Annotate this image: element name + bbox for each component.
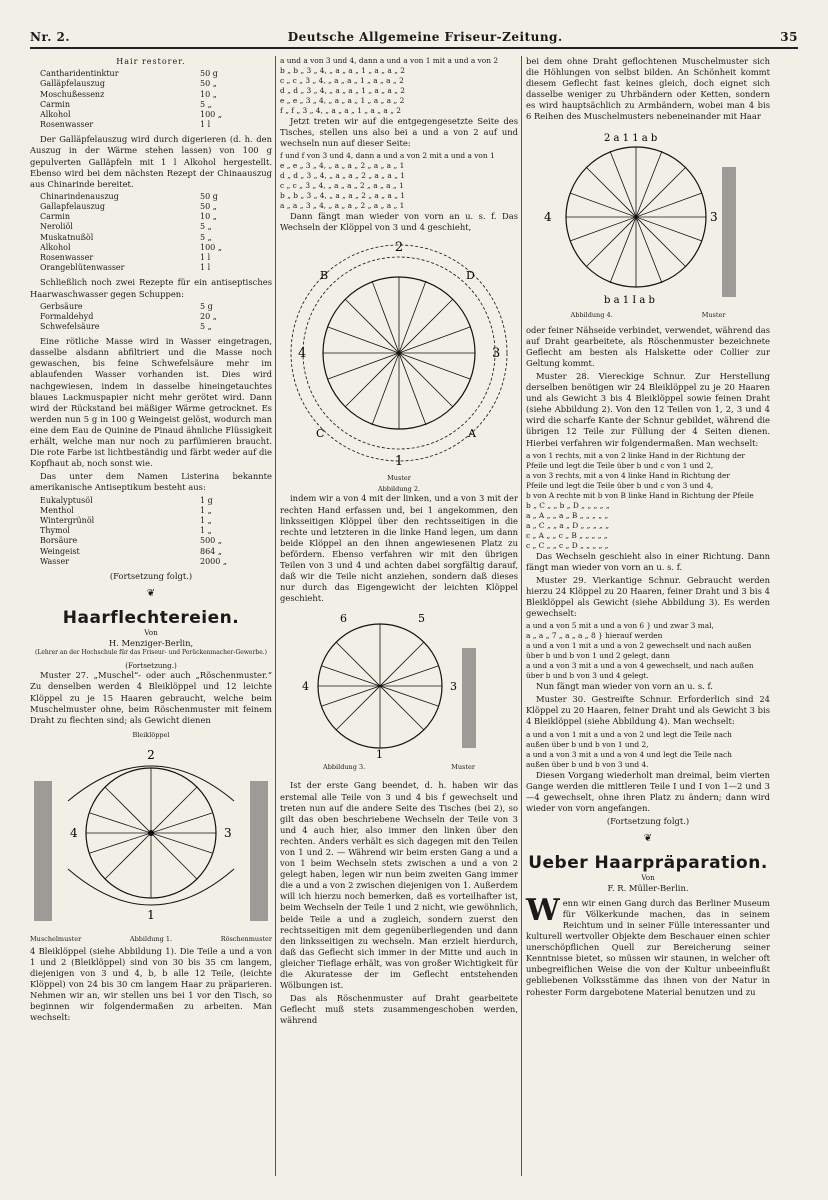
svg-text:6: 6 [340, 612, 347, 626]
ingredient-amount: 1 „ [200, 515, 212, 525]
ingredient-name: Weingeist [40, 546, 80, 556]
ingredient-amount: 1 l [200, 120, 211, 130]
pattern-line: a „ C „ „ a „ D „ „ „ „ „ [526, 520, 610, 530]
recipe-item [40, 547, 240, 557]
pattern-line: a und a von 1 mit a und a von 2 gewechselt und nach außen [526, 641, 752, 651]
ornament: ❦ [643, 833, 653, 844]
braiding-diagram [280, 608, 518, 758]
recipe-item [40, 312, 240, 322]
pattern-table [280, 151, 518, 211]
paragraph: Schließlich noch zwei Rezepte für ein antiseptisches Haarwaschwasser gegen Schuppen: [30, 277, 272, 299]
recipe-item [40, 110, 240, 120]
ingredient-name: Alkohol [40, 109, 71, 119]
pattern-line: c „ c „ 3 „ 4, „ a „ a „ 2 „ a „ a „ 1 [280, 181, 404, 191]
braiding-diagram [30, 741, 272, 931]
ingredient-amount: 50 g [200, 191, 218, 201]
pattern-line: a und a von 1 mit a und a von 2 und legt die Teile nach [526, 729, 732, 739]
figure-label: Bleiklöppel [132, 730, 170, 739]
recipe-item [40, 536, 240, 546]
paragraph: Muster 27. „Muschel“- oder auch „Röschenmuster.“ Zu denselben werden 4 Bleiklöppel und 12 leichte Klöppel zu je 15 Haaren gebraucht, welche beim Muschelmuster ohne, beim Röschenmuster mit feinem Draht zu flechten sind; als Gewicht dienen [30, 670, 272, 725]
paragraph: Diesen Vorgang wiederholt man dreimal, beim vierten Gange werden die mittleren Teile I und I von 1—2 und 3—4 gewechselt, ohne ihren Platz zu ändern; dann wird wieder von vorn angefangen. [526, 769, 770, 813]
byline-von: Von [144, 628, 158, 638]
ingredient-name: Borsäure [40, 536, 78, 546]
ingredient-name: Neroliöl [40, 222, 73, 232]
paragraph: Nun fängt man wieder von vorn an u. s. f. [536, 681, 713, 692]
pattern-table [280, 56, 518, 116]
recipe-item [40, 506, 240, 516]
author: F. R. Müller-Berlin. [607, 882, 689, 893]
ingredient-name: Gerbsäure [40, 301, 83, 311]
svg-text:3: 3 [224, 825, 232, 840]
recipe-item [40, 516, 240, 526]
ingredient-amount: 1 g [200, 495, 213, 505]
svg-text:1: 1 [394, 454, 404, 470]
recipe-item [40, 120, 240, 130]
paragraph: Jetzt treten wir auf die entgegengesetzte Seite des Tisches, stellen uns also bei a und a von 2 auf und wechseln nun auf dieser Seite: [280, 116, 518, 149]
caption: Röschenmuster [220, 934, 272, 943]
recipe-list [40, 496, 272, 567]
ingredient-name: Schwefelsäure [40, 322, 100, 331]
ingredient-name: Muskatnußöl [40, 232, 94, 242]
paragraph: Eine rötliche Masse wird in Wasser eingetragen, dasselbe alsdann abfiltriert und die Masse noch gewaschen, bis feine Schwefelsäure mehr im ablaufenden Wasser vorhanden ist. Dies wird nachgewiesen, indem in dasselbe hineingetauchtes blaues Lackmuspapier nicht mehr gerötet wird. Dann wird der Rückstand bei mäßiger Wärme getrocknet. Es werden nun 5 g in 100 g Weingeist gelöst, wodurch man eine dem Eau de Quinine de Pinaud ähnliche Flüssigkeit erhält, welche man nur noch zu parfümieren braucht. Die rote Farbe ist lichtbeständig und färbt weder auf die Kopfhaut ab, noch sonst wie. [30, 336, 272, 469]
pattern-line: a „ a „ 3 „ 4, „ a „ a „ 2 „ a „ a „ 1 [280, 201, 405, 211]
pattern-line: außen über b und b von 1 und 2, [526, 739, 649, 749]
recipe-item [40, 212, 240, 222]
pattern-line: b von A rechte mit b von B linke Hand in Richtung der Pfeile [526, 490, 754, 500]
pattern-line: f und f von 3 und 4, dann a und a von 2 mit a und a von 1 [280, 151, 495, 161]
paragraph: Ist der erste Gang beendet, d. h. haben wir das erstemal alle Teile von 3 und 4 bis f gewechselt und treten nun auf die andere Seite des Tisches (bei 2), so gilt das oben beschriebene Wechseln der Teile von 3 und 4 auch hier, also immer den linken über den rechten. Anders verhält es sich dagegen mit den Teilen von 1 und 2. — Während wir beim ersten Gang a und a von 1 beim Wechseln stets zwischen a und a von 2 gelegt haben, legen wir nun beim zweiten Gang immer die a und a von 2 zwischen diejenigen von 1. Außerdem will ich hierzu noch bemerken, daß es vorteilhafter ist, beim Wechseln der Teile 1 und 2 nicht, wie gewöhnlich, beide Teile a und a zugleich, sondern zuerst den rechtsseitigen mit dem gegenüberliegenden und dann den linksseitigen zu wechseln. Man erzielt hierdurch, daß das Geflecht sich immer in der Mitte und auch in gleicher Tieflage erhält, was von großer Wichtigkeit für die Akuratesse der im Geflecht entstehenden Wölbungen ist. [280, 780, 518, 991]
svg-text:3: 3 [492, 346, 501, 362]
svg-text:2: 2 [147, 747, 155, 762]
ingredient-amount: 10 „ [200, 89, 217, 99]
ingredient-amount: 864 „ [200, 546, 222, 556]
recipe-list [40, 192, 272, 274]
paragraph [526, 892, 770, 998]
svg-text:C: C [316, 427, 325, 441]
pattern-line: e „ e „ 3 „ 4, „ a „ a „ 1 „ a „ a „ 2 [280, 96, 405, 105]
svg-text:2 a 1 1 a b: 2 a 1 1 a b [604, 132, 658, 144]
caption: Abbildung 4. [570, 310, 613, 319]
recipe-item [40, 100, 240, 110]
ingredient-amount: 10 „ [200, 212, 217, 222]
svg-text:4: 4 [298, 346, 307, 362]
ingredient-name: Thymol [40, 526, 70, 536]
column-1 [30, 56, 272, 1025]
recipe-item [40, 90, 240, 100]
ornament: ❦ [146, 588, 156, 600]
paragraph: Der Galläpfelauszug wird durch digerieren (d. h. den Auszug in der Wärme stehen lassen) von 100 g gepulverten Galläpfeln mit 1 l Alkohol hergestellt. Ebenso wird bei dem nächsten Rezept der Chinaauszug aus Chinarinde bereitet. [30, 134, 272, 189]
continued-note: (Fortsetzung folgt.) [606, 815, 690, 826]
ingredient-name: Carmin [40, 99, 71, 109]
ingredient-amount: 5 „ [200, 322, 212, 331]
ingredient-name: Orangeblütenwasser [40, 263, 125, 273]
ingredient-name: Cantharidentinktur [40, 69, 119, 79]
ingredient-amount: 5 „ [200, 222, 212, 232]
pattern-line: über b und b von 3 und 4 gelegt. [526, 671, 649, 681]
svg-text:3: 3 [710, 209, 718, 224]
caption: Abbildung 1. [129, 934, 173, 943]
ingredient-name: Moschußessenz [40, 89, 105, 99]
paragraph: bei dem ohne Draht geflochtenen Muschelmuster sich die Höhlungen von selbst bilden. An Schönheit kommt diesem Geflecht fast keines gleich, doch eignet sich dasselbe weniger zu Uhrbändern oder Ketten, sondern es wird hauptsächlich zu Armbändern, wobei man 4 bis 6 Reihen des Muschelmusters nebeneinander mit Haar [526, 56, 770, 122]
recipe-title: Hair restorer. [116, 57, 186, 66]
page-header [30, 28, 798, 46]
recipe-item [40, 233, 240, 243]
figure-2 [280, 237, 518, 493]
recipe-item [40, 243, 240, 253]
ingredient-name: Formaldehyd [40, 311, 94, 321]
recipe-item [40, 302, 240, 312]
pattern-line: a und a von 5 mit a und a von 6 } und zwar 3 mal, [526, 621, 714, 631]
svg-text:1: 1 [376, 748, 383, 759]
pattern-line: d „ d „ 3 „ 4, „ a „ a „ 2 „ a „ a „ 1 [280, 171, 405, 181]
ingredient-name: Wintergrünöl [40, 515, 95, 525]
svg-text:5: 5 [418, 612, 425, 626]
braiding-diagram [526, 127, 770, 307]
ingredient-amount: 1 l [200, 253, 211, 262]
figure-1 [30, 730, 272, 942]
pattern-line: e „ e „ 3 „ 4, „ a „ a „ 2 „ a „ a „ 1 [280, 161, 405, 171]
braiding-diagram [280, 237, 518, 469]
ingredient-name: Wasser [40, 556, 70, 566]
recipe-list [40, 302, 272, 333]
figure-3 [280, 608, 518, 776]
ingredient-name: Alkohol [40, 242, 71, 252]
byline-von: Von [641, 873, 655, 883]
figure-captions [526, 310, 770, 321]
author: H. Menziger-Berlin, [108, 637, 194, 648]
paragraph: Das Wechseln geschieht also in einer Richtung. Dann fängt man wieder von vorn an u. s. f. [526, 550, 770, 572]
ingredient-amount: 2000 „ [200, 556, 228, 566]
svg-text:3: 3 [450, 680, 457, 694]
recipe-item [40, 526, 240, 536]
recipe-item [40, 263, 240, 273]
recipe-item [40, 192, 240, 202]
ingredient-name: Galläpfelauszug [40, 79, 105, 89]
pattern-line: Pfeile und legt die Teile über b und c von 1 und 2, [526, 460, 714, 470]
pattern-table [526, 730, 770, 770]
paragraph: Dann fängt man wieder von vorn an u. s. f. Das Wechseln der Klöppel von 3 und 4 geschieht, [280, 211, 518, 233]
recipe-item [40, 222, 240, 232]
paragraph: Muster 29. Vierkantige Schnur. Gebraucht werden hierzu 24 Klöppel zu 20 Haaren, feiner Draht und 3 bis 4 Bleiklöppel als Gewicht (siehe Abbildung 3). Es werden gewechselt: [526, 574, 770, 619]
pattern-table [526, 451, 770, 551]
figure-captions [30, 934, 272, 945]
caption: Abbildung 2. [377, 484, 421, 493]
ingredient-amount: 500 „ [200, 536, 222, 546]
figure-captions [280, 762, 518, 773]
ingredient-amount: 50 „ [200, 79, 217, 89]
svg-text:B: B [320, 269, 329, 283]
recipe-item [40, 322, 240, 332]
caption: Abbildung 3. [323, 762, 366, 771]
svg-text:4: 4 [302, 680, 309, 694]
pattern-line: c „ A „ „ c „ B „ „ „ „ „ [526, 530, 608, 540]
header-rule [30, 47, 798, 49]
paragraph: Das als Röschenmuster auf Draht gearbeitete Geflecht muß stets zusammengeschoben werden, während [280, 993, 518, 1026]
paragraph: Muster 30. Gestreifte Schnur. Erforderlich sind 24 Klöppel zu 20 Haaren, feiner Draht und als Gewicht 3 bis 4 Bleiklöppel (siehe Abbildung 4). Man wechselt: [526, 694, 771, 727]
pattern-line: b „ b „ 3 „ 4, „ a „ a „ 2 „ a „ a „ 1 [280, 191, 405, 201]
pattern-line: über b und b von 1 und 2 gelegt, dann [526, 651, 670, 661]
pattern-line: c „ c „ 3 „ 4, „ a „ a „ 1 „ a „ a „ 2 [280, 76, 404, 85]
recipe-item [40, 253, 240, 263]
author-note: (Lehrer an der Hochschule für das Friseur- und Perückenmacher-Gewerbe.) [35, 648, 267, 656]
svg-text:2: 2 [394, 240, 404, 256]
column-divider [275, 56, 276, 1176]
ingredient-amount: 5 g [200, 301, 213, 311]
ingredient-amount: 5 „ [200, 232, 212, 242]
continued-note: (Fortsetzung folgt.) [109, 570, 193, 581]
ingredient-amount: 1 l [200, 263, 211, 273]
page-number: 35 [780, 30, 798, 44]
ingredient-amount: 100 „ [200, 109, 222, 119]
svg-text:A: A [468, 427, 476, 441]
pattern-line: a von 1 rechts, mit a von 2 linke Hand in der Richtung der [526, 450, 745, 460]
ingredient-amount: 5 „ [200, 99, 212, 109]
pattern-line: d „ d „ 3 „ 4, „ a „ a „ 1 „ a „ a „ 2 [280, 86, 405, 95]
recipe-item [40, 557, 240, 567]
column-3 [526, 56, 770, 1000]
column-2 [280, 56, 518, 1028]
pattern-line: f „ f „ 3 „ 4, „ a „ a „ 1 „ a „ a „ 2 [280, 106, 402, 115]
svg-text:b a 1 I a b: b a 1 I a b [604, 294, 655, 306]
paragraph: oder feiner Nähseide verbindet, verwendet, während das auf Draht gearbeitete, als Röschenmuster bezeichnete Geflecht am besten als Halskette oder Collier zur Geltung kommt. [526, 324, 770, 368]
column-divider [521, 56, 522, 1176]
ingredient-name: Rosenwasser [40, 120, 94, 130]
pattern-line: a und a von 3 mit a und a von 4 gewechselt, und nach außen [526, 661, 754, 671]
ingredient-name: Chinarindenauszug [40, 191, 119, 201]
ingredient-amount: 1 „ [200, 526, 212, 536]
paragraph: 4 Bleiklöppel (siehe Abbildung 1). Die Teile a und a von 1 und 2 (Bleiklöppel) sind von 30 bis 35 cm langem, diejenigen von 3 und 4, b, b alle 12 Teile, (leichte Klöppel) von 24 bis 30 cm langem Haar zu präparieren. Nehmen wir an, wir stellen uns bei 1 vor den Tisch, so beginnen wir folgendermaßen zu arbeiten. Man wechselt: [30, 945, 272, 1023]
issue-number: Nr. 2. [30, 30, 71, 44]
recipe-item [40, 69, 240, 79]
caption: Muster [387, 473, 411, 482]
ingredient-amount: 20 „ [200, 311, 217, 321]
recipe-list [40, 69, 272, 130]
recipe-item [40, 496, 240, 506]
caption: Muster [451, 762, 475, 771]
pattern-line: a und a von 3 und 4, dann a und a von 1 mit a und a von 2 [280, 56, 499, 65]
paragraph-text: enn wir einen Gang durch das Berliner Museum für Völkerkunde machen, das in seinem Reichtum und in seiner Fülle interessanter und kulturell wertvoller Objekte dem Beschauer einen schier unerschöpflichen Quell zur Bereicherung seiner Kenntnisse bietet, so müssen wir staunen, in welcher oft unbegreiflichen Weise die von der Kultur unbeeinflußt gebliebenen Volksstämme das ihnen von der Natur in rohester Form dargebotene Material benutzen und zu [526, 897, 770, 997]
pattern-line: b „ b „ 3 „ 4, „ a „ a „ 1 „ a „ a „ 2 [280, 66, 405, 75]
paragraph: Das unter dem Namen Listerina bekannte amerikanische Antiseptikum besteht aus: [30, 471, 272, 493]
ingredient-name: Rosenwasser [40, 253, 94, 262]
ingredient-amount: 50 g [200, 69, 218, 79]
drop-cap: W [526, 892, 560, 928]
newspaper-title: Deutsche Allgemeine Friseur-Zeitung. [287, 30, 563, 44]
paragraph: Muster 28. Viereckige Schnur. Zur Herstellung derselben benötigen wir 24 Bleiklöppel zu je 20 Haaren und als Gewicht 3 bis 4 Bleiklöppel sowie feinen Draht (siehe Abbildung 2). Von den 12 Teilen von 1, 2, 3 und 4 wird die scharfe Kante der Schnur gebildet, während die übrigen 12 Teile zur Füllung der 4 Seiten dienen. Hierbei verfahren wir folgendermaßen. Man wechselt: [526, 370, 770, 448]
svg-text:4: 4 [544, 209, 552, 224]
article-title: Ueber Haarpräparation. [528, 853, 768, 874]
pattern-line: a und a von 3 mit a und a von 4 und legt die Teile nach [526, 749, 732, 759]
ingredient-name: Menthol [40, 505, 74, 515]
paragraph: indem wir a von 4 mit der linken, und a von 3 mit der rechten Hand erfassen und, bei 1 angekommen, den linksseitigen Klöppel über den rechtsseitigen in die rechte und letzteren in die linke Hand legen, um dann beide Klöppel an den ihnen angewiesenen Platz zu befördern. Ebenso verfahren wir mit den übrigen Teilen von 3 und 4 und achten dabei sorgfältig darauf, daß wir die Teile nicht anziehen, sondern daß dieses nur durch das Eigengewicht der leichten Klöppel geschieht. [280, 493, 518, 604]
svg-text:D: D [466, 269, 475, 283]
pattern-line: b „ C „ „ b „ D „ „ „ „ „ [526, 500, 610, 510]
caption: Muster [701, 310, 726, 319]
ingredient-name: Gallapfelauszug [40, 201, 105, 211]
pattern-line: c „ C „ „ c „ D „ „ „ „ „ [526, 540, 609, 550]
caption: Muschelmuster [30, 934, 82, 943]
pattern-line: a „ a „ 7 „ a „ a „ 8 } hierauf werden [526, 631, 663, 641]
svg-text:1: 1 [147, 907, 155, 922]
pattern-line: a von 3 rechts, mit a von 4 linke Hand in Richtung der [526, 470, 730, 480]
figure-4 [526, 127, 770, 321]
ingredient-amount: 50 „ [200, 201, 217, 211]
pattern-line: Pfeile und legt die Teile über b und c von 3 und 4, [526, 480, 714, 490]
ingredient-amount: 100 „ [200, 242, 222, 252]
ingredient-amount: 1 „ [200, 505, 212, 515]
recipe-item [40, 79, 240, 89]
article-title: Haarflechtereien. [62, 608, 240, 629]
pattern-table [526, 621, 770, 681]
continuation: (Fortsetzung.) [125, 660, 177, 670]
pattern-line: außen über b und b von 3 und 4. [526, 759, 649, 769]
ingredient-name: Eukalyptusöl [40, 495, 93, 505]
svg-text:4: 4 [70, 825, 78, 840]
recipe-item [40, 202, 240, 212]
ingredient-name: Carmin [40, 212, 71, 222]
pattern-line: a „ A „ „ a „ B „ „ „ „ „ [526, 510, 609, 520]
